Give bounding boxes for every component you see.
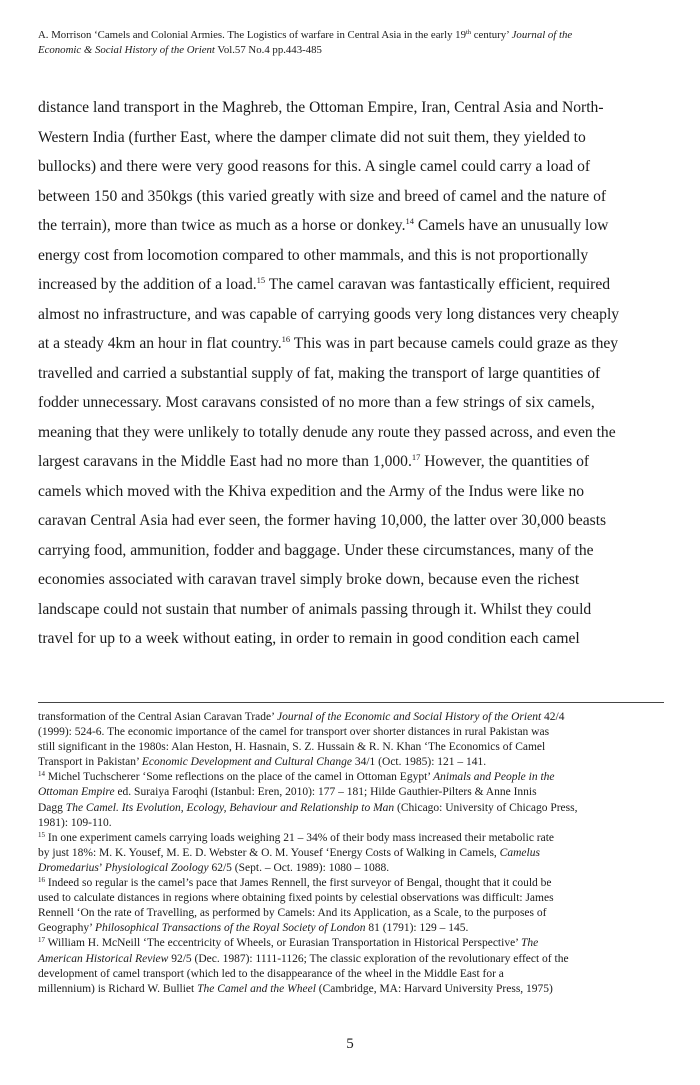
footnote-ref: 15 <box>256 275 266 285</box>
footnote-line: Rennell ‘On the rate of Travelling, as performed by Camels: And its Application, as a Scale, to the purposes of <box>38 907 547 920</box>
body-line: meaning that they were unlikely to totally denude any route they passed across, and even the <box>38 423 616 441</box>
page-number: 5 <box>346 1036 354 1052</box>
footnote-line: still significant in the 1980s: Alan Heston, H. Hasnain, S. Z. Hussain & R. N. Khan ‘The Economics of Camel <box>38 741 546 754</box>
footnote-ref: 17 <box>411 452 421 462</box>
footnote-line: used to calculate distances in regions where obtaining fixed points by celestial observations was difficult: James <box>38 892 554 905</box>
footnote-ref: 16 <box>281 334 291 344</box>
body-line: the terrain), more than twice as much as a horse or donkey.$^{14}$ Camels have an unusually low <box>38 216 609 234</box>
footnote-line: transformation of the Central Asian Caravan Trade’ Journal of the Economic and Social History of the Orient 42/4 <box>38 711 565 723</box>
body-line: landscape could not sustain that number of animals passing through it. Whilst they could <box>38 600 592 618</box>
body-line: largest caravans in the Middle East had no more than 1,000.17 However, the quantities of <box>38 452 590 470</box>
body-text <box>38 93 668 654</box>
footnote-line: (1999): 524-6. The economic importance of the camel for transport over shorter distances in rural Pakistan was <box>38 726 550 739</box>
header-line-1: A. Morrison ‘Camels and Colonial Armies. The Logistics of warfare in Central Asia in the early 19th century’ Journal of the <box>38 29 573 41</box>
body-line: economies associated with caravan travel simply broke down, because even the richest <box>38 571 580 588</box>
footnote-line: Dromedarius’ Physiological Zoology 62/5 (Sept. – Oct. 1989): 1080 – 1088. <box>38 861 390 874</box>
body-line: increased by the addition of a load.$^{15}$ The camel caravan was fantastically efficient, required <box>38 275 611 293</box>
body-line: Western India (further East, where the damper climate did not suit them, they yielded to <box>38 128 586 146</box>
running-header <box>38 28 662 58</box>
footnote-number: 16 <box>38 876 45 885</box>
footnote-line: American Historical Review 92/5 (Dec. 1987): 1111-1126; The classic exploration of the revolutionary effect of the <box>38 952 569 965</box>
body-line: travel for up to a week without eating, in order to remain in good condition each camel <box>38 630 580 647</box>
header-line-2: Economic & Social History of the Orient Vol.57 No.4 pp.443-485 <box>38 44 322 56</box>
body-line: carrying food, ammunition, fodder and baggage. Under these circumstances, many of the <box>38 541 594 559</box>
footnote-number: 15 <box>38 830 45 839</box>
footnote-divider <box>38 702 664 703</box>
body-line: between 150 and 350kgs (this varied greatly with size and breed of camel and the nature of <box>38 187 607 205</box>
footnote-line: Ottoman Empire ed. Suraiya Faroqhi (Istanbul: Eren, 2010): 177 – 181; Hilde Gauthier-Pilters & Anne Innis <box>38 786 537 799</box>
footnote-line: $^{14}$ Michel Tuchscherer ‘Some reflections on the place of the camel in Ottoman Egypt’ Animals and People in the <box>38 770 555 784</box>
body-line: energy cost from locomotion compared to other mammals, and this is not proportionally <box>38 246 589 264</box>
body-line: fodder unnecessary. Most caravans consisted of no more than a few strings of six camels, <box>38 394 595 411</box>
body-line: distance land transport in the Maghreb, the Ottoman Empire, Iran, Central Asia and North- <box>38 99 604 116</box>
body-line: at a steady 4km an hour in flat country.$^{16}$ This was in part because camels could graze as they <box>38 334 619 352</box>
footnote-line: $^{16}$ Indeed so regular is the camel’s pace that James Rennell, the first surveyor of Bengal, thought that it could be <box>38 876 552 890</box>
footnote-ref: 14 <box>405 216 414 226</box>
footnote-line: $^{15}$ In one experiment camels carrying loads weighing 21 – 34% of their body mass increased their metabolic rate <box>38 830 555 844</box>
body-line: almost no infrastructure, and was capable of carrying goods very long distances very cheaply <box>38 305 620 323</box>
body-line: travelled and carried a substantial supply of fat, making the transport of large quantities of <box>38 364 601 382</box>
footnote-line: millennium) is Richard W. Bulliet The Camel and the Wheel (Cambridge, MA: Harvard University Press, 1975) <box>38 982 553 995</box>
footnote-line: development of camel transport (which led to the disappearance of the wheel in the Middle East for a <box>38 967 504 980</box>
body-line: bullocks) and there were very good reasons for this. A single camel could carry a load of <box>38 158 591 175</box>
footnote-line: by just 18%: M. K. Yousef, M. E. D. Webster & O. M. Yousef ‘Energy Costs of Walking in Camels, Camelus <box>38 846 540 859</box>
footnote-line: 1981): 109-110. <box>38 816 112 829</box>
footnote-line: Geography’ Philosophical Transactions of the Royal Society of London 81 (1791): 129 – 145. <box>38 922 469 935</box>
footnote-number: 17 <box>38 936 45 945</box>
footnote-line: Transport in Pakistan’ Economic Development and Cultural Change 34/1 (Oct. 1985): 121 – 141. <box>38 756 487 769</box>
footnote-line: $^{17}$ William H. McNeill ‘The eccentricity of Wheels, or Eurasian Transportation in Historical Perspective’ The <box>38 936 539 950</box>
body-line: caravan Central Asia had ever seen, the former having 10,000, the latter over 30,000 beasts <box>38 512 607 529</box>
footnote-number: 14 <box>38 770 45 779</box>
footnotes <box>38 710 668 997</box>
body-line: camels which moved with the Khiva expedition and the Army of the Indus were like no <box>38 482 585 500</box>
footnote-line: Dagg The Camel. Its Evolution, Ecology, Behaviour and Relationship to Man (Chicago: University of Chicago Press, <box>38 801 578 814</box>
